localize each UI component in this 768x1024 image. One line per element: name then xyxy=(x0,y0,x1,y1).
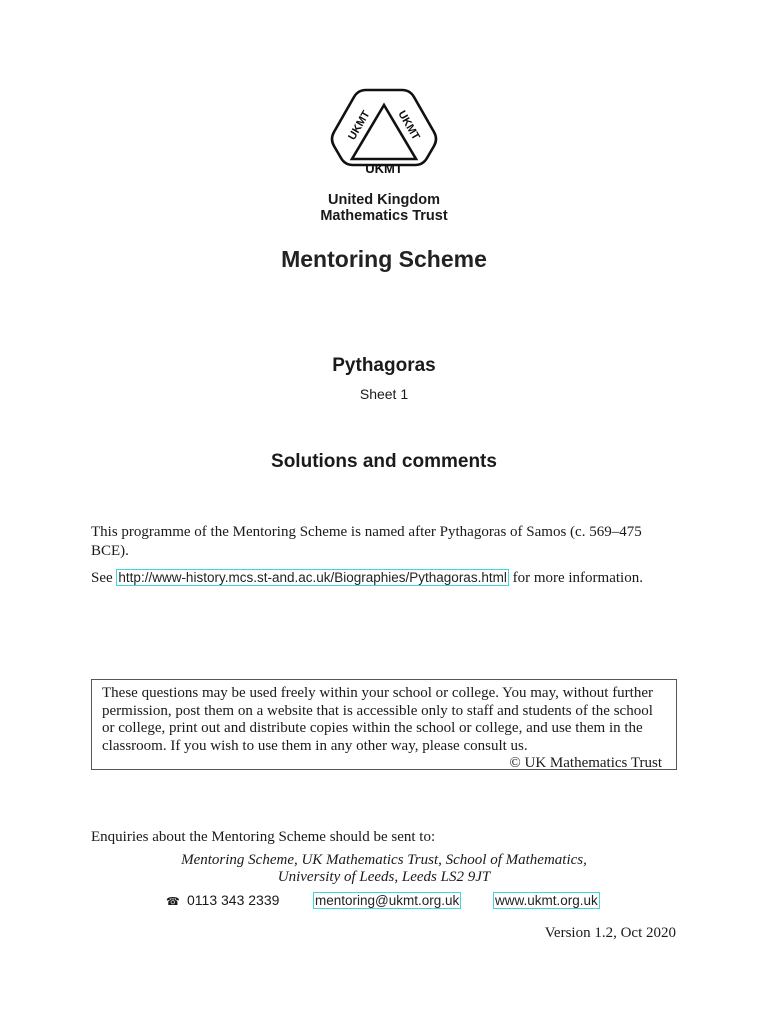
copyright-text: © UK Mathematics Trust xyxy=(509,755,662,771)
section-title: Solutions and comments xyxy=(271,451,497,472)
programme-name: Pythagoras xyxy=(332,355,436,376)
phone-number: 0113 343 2339 xyxy=(187,892,280,908)
intro-paragraph: This programme of the Mentoring Scheme is named after Pythagoras of Samos (c. 569–475 BCE). xyxy=(91,524,642,559)
scheme-title: Mentoring Scheme xyxy=(281,246,487,272)
org-name-line2: Mathematics Trust xyxy=(320,208,448,224)
logo-text-bottom: UKMT xyxy=(365,161,403,176)
version-label: Version 1.2, Oct 2020 xyxy=(544,925,676,941)
usage-notice-text: These questions may be used freely within your school or college. You may, without further permission, post them on a website that is accessible only to staff and students of the school or college, print out and distribute copies within the school or college, and use them in the classroom. If you wish to use them in any other way, please consult us. xyxy=(102,685,654,754)
see-line xyxy=(91,568,681,588)
enquiries-label: Enquiries about the Mentoring Scheme should be sent to: xyxy=(91,829,436,845)
sheet-label: Sheet 1 xyxy=(359,386,409,402)
org-name-line1: United Kingdom xyxy=(328,192,440,208)
logo-text-right: UKMT xyxy=(395,108,422,143)
address-line2: University of Leeds, Leeds LS2 9JT xyxy=(277,869,491,885)
org-name xyxy=(0,192,768,224)
see-suffix: for more information. xyxy=(512,570,643,586)
website-link[interactable]: www.ukmt.org.uk xyxy=(495,893,598,908)
see-prefix: See xyxy=(91,570,113,586)
pythagoras-biography-link[interactable]: http://www-history.mcs.st-and.ac.uk/Biographies/Pythagoras.html xyxy=(118,570,507,585)
usage-notice-box xyxy=(91,679,677,770)
ukmt-logo xyxy=(330,87,438,187)
address-line1: Mentoring Scheme, UK Mathematics Trust, School of Mathematics, xyxy=(181,852,587,868)
phone-icon: ☎ xyxy=(166,896,180,908)
postal-address xyxy=(0,852,768,886)
logo-text-left: UKMT xyxy=(346,108,373,143)
email-link[interactable]: mentoring@ukmt.org.uk xyxy=(315,893,460,908)
